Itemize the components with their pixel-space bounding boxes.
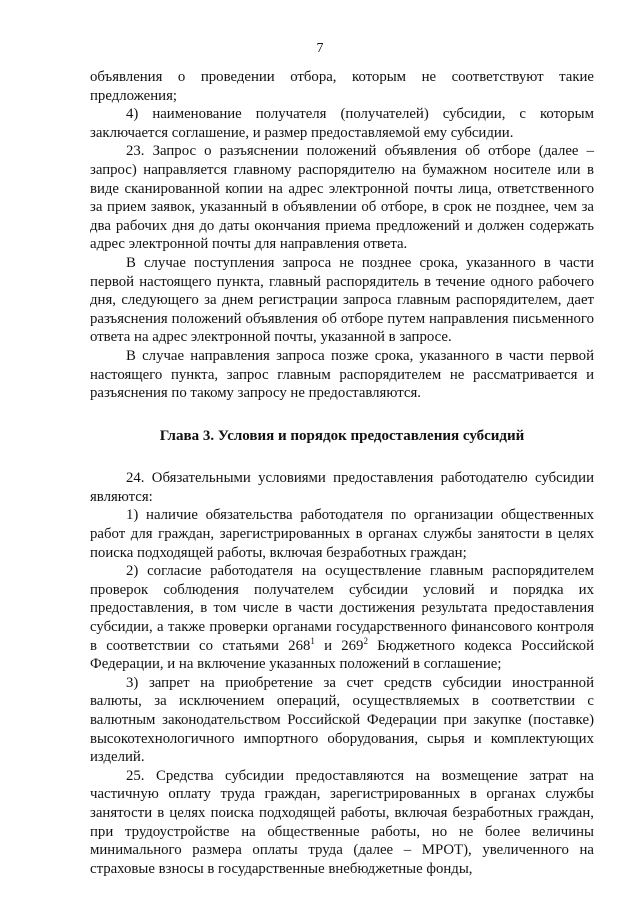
paragraph-23-part-2: В случае поступления запроса не позднее срока, указанного в части первой настоящего пункта, главный распорядитель в течение одного рабочего дня, следующего за днем регистрации запроса главным распорядителем, дает разъяснения положений объявления об отборе путем направления письменного ответа на адрес электронной почты, указанной в запросе. [90, 254, 594, 346]
paragraph-24-item-3: 3) запрет на приобретение за счет средств субсидии иностранной валюты, за исключением операций, осуществляемых в соответствии с валютным законодательством Российской Федерации при закупке (поставке) высокотехнологичного импортного оборудования, сырья и комплектующих изделий. [90, 674, 594, 766]
item-2-text-middle: и 269 [314, 637, 364, 654]
item-2-text-after: Бюджетного кодекса Российской Федерации, и на включение указанных положений в соглашение; [90, 637, 595, 673]
paragraph-24: 24. Обязательными условиями предоставления работодателю субсидии являются: [90, 470, 594, 505]
spacer [90, 403, 594, 427]
spacer [90, 445, 594, 469]
paragraph-continuation: объявления о проведении отбора, которым не соответствуют такие предложения; [90, 69, 594, 104]
item-2-text-before: 2) согласие работодателя на осуществление главным распорядителем проверок соблюдения получателем субсидии условий и порядка их предоставления, в том числе в части достижения результата предоставления субсидии, а также проверки органами государственного финансового контроля в соответствии со статьями 268 [90, 563, 594, 654]
paragraph-25: 25. Средства субсидии предоставляются на возмещение затрат на частичную оплату труда граждан, зарегистрированных в органах службы занятости в целях поиска подходящей работы, включая безработных граждан, при трудоустройстве на общественные работы, но не более величины минимального размера оплаты труда (далее – МРОТ), увеличенного на страховые взносы в государственные внебюджетные фонды, [90, 767, 594, 877]
document-body [90, 68, 594, 878]
chapter-heading: Глава 3. Условия и порядок предоставления субсидий [159, 427, 525, 444]
paragraph-23-part-3: В случае направления запроса позже срока, указанного в части первой настоящего пункта, запрос главным распорядителем не рассматривается и разъяснения по такому запросу не предоставляются. [90, 347, 594, 402]
page-number: 7 [316, 41, 324, 56]
paragraph-24-item-2 [90, 562, 594, 674]
paragraph-24-item-1: 1) наличие обязательства работодателя по организации общественных работ для граждан, зарегистрированных в органах службы занятости в целях поиска подходящей работы, включая безработных граждан; [90, 507, 594, 561]
superscript-1: 1 [310, 635, 315, 646]
paragraph-23: 23. Запрос о разъяснении положений объявления об отборе (далее – запрос) направляется главному распорядителю на бумажном носителе или в виде сканированной копии на адрес электронной почты лица, ответственного за прием заявок, указанный в объявлении об отборе, в срок не позднее, чем за два рабочих дня до даты окончания приема предложений и должен содержать адрес электронной почты для направления ответа. [90, 143, 594, 253]
superscript-2: 2 [363, 635, 368, 646]
paragraph-item-4: 4) наименование получателя (получателей) субсидии, с которым заключается соглашение, и размер предоставляемой ему субсидии. [90, 106, 594, 141]
